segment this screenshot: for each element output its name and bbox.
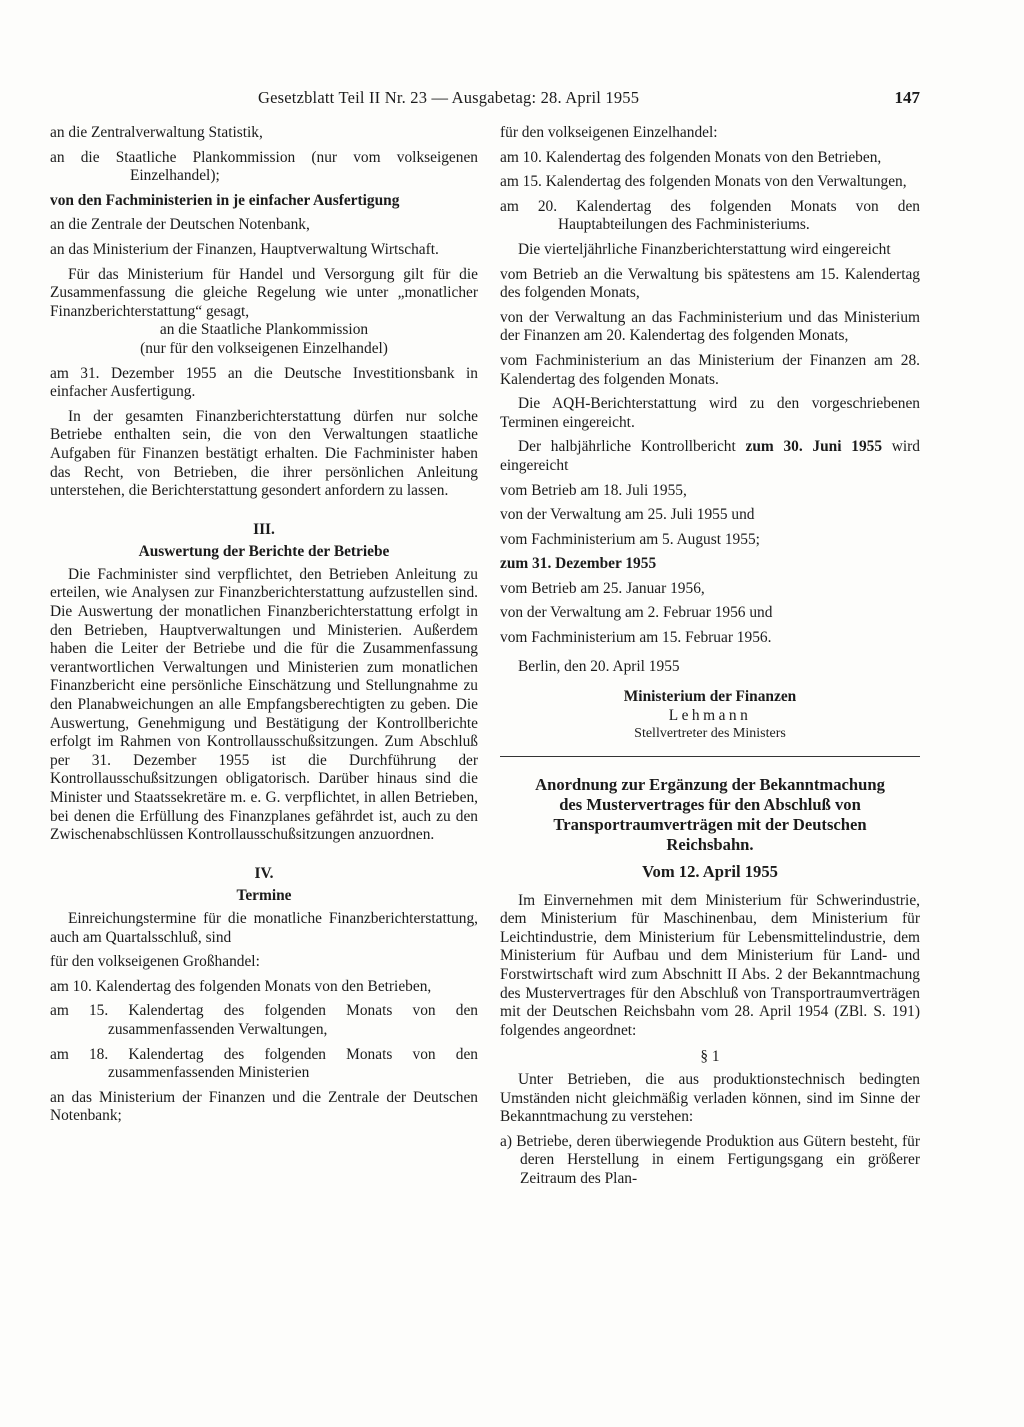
grosshandel-label: für den volkseigenen Großhandel: bbox=[50, 953, 260, 971]
header-title: Gesetzblatt Teil II Nr. 23 — Ausgabetag: 28. April 1955 bbox=[258, 88, 640, 107]
aqh-paragraph: Die AQH-Berichterstattung wird zu den vorgeschriebenen Terminen eingereicht. bbox=[500, 395, 920, 431]
halbjahr-intro-a: Der halbjährliche Kontrollbericht bbox=[518, 438, 746, 456]
ordinance-title: Anordnung zur Ergänzung der Bekanntmachung des Mustervertrages für den Abschluß von Transportraumverträgen mit der Deutschen Reichsbahn. bbox=[535, 775, 885, 855]
list-item: von der Verwaltung am 2. Februar 1956 und bbox=[500, 604, 773, 622]
investition-paragraph: am 31. Dezember 1955 an die Deutsche Investitionsbank in einfacher Ausfertigung. bbox=[50, 364, 478, 401]
signatory-title: Stellvertreter des Ministers bbox=[634, 726, 786, 742]
section-title: Termine bbox=[236, 887, 292, 905]
list-item: vom Betrieb an die Verwaltung bis spätestens am 15. Kalendertag des folgenden Monats, bbox=[500, 265, 920, 302]
list-item: a) Betriebe, deren überwiegende Produktion aus Gütern besteht, für deren Herstellung in einem Fertigungsgang ein größerer Zeitraum des Plan- bbox=[500, 1132, 920, 1187]
handel-paragraph: Für das Ministerium für Handel und Versorgung gilt für die Zusammenfassung die gleiche Regelung wie unter „monatlicher Finanzberichterstattung“ gesagt, bbox=[50, 265, 478, 320]
list-item: von der Verwaltung an das Fachministerium und das Ministerium der Finanzen am 20. Kalendertag des folgenden Monats, bbox=[500, 308, 920, 345]
list-item: am 10. Kalendertag des folgenden Monats von den Betrieben, bbox=[500, 148, 882, 166]
list-item: am 20. Kalendertag des folgenden Monats von den Hauptabteilungen des Fachministeriums. bbox=[500, 197, 920, 234]
notenbank-line: an das Ministerium der Finanzen und die Zentrale der Deutschen Notenbank; bbox=[50, 1088, 478, 1125]
list-item: vom Betrieb am 25. Januar 1956, bbox=[500, 579, 705, 597]
section-number: IV. bbox=[254, 864, 274, 882]
list-item: vom Fachministerium am 5. August 1955; bbox=[500, 530, 760, 548]
section-text: Die Fachminister sind verpflichtet, den Betrieben Anleitung zu erteilen, wie Analysen zur Finanzberichterstattung aufzustellen sind. Die Auswertung der monatlichen Finanzberichterstattung erfolgt in den Betrieben, Hauptverwaltungen und Ministerien. Außerdem haben die Leiter der Betriebe und die für die Zusammenfassung verantwortlichen Verwaltungen und Ministerien zum monatlichen Finanzbericht eine persönliche Einschätzung und Stellungnahme zu den Planabweichungen an alle Empfangsberechtigten zu geben. Die Auswertung, Genehmigung und Bestätigung der Kontrollberichte erfolgt im Rahmen von Kontrollausschußsitzungen. Zum Abschluß per 31. Dezember 1955 ist die Durchführung der Kontrollausschußsitzungen obligatorisch. Darüber hinaus sind die Minister und Staatssekretäre m. e. G. verpflichtet, in allen Betrieben, bei denen die Erfüllung des Finanzplanes gefährdet ist, auch zu den Zwischenabschlüssen Kontrollausschußsitzungen anzuordnen. bbox=[50, 565, 478, 844]
page-header bbox=[258, 88, 920, 112]
list-item: am 18. Kalendertag des folgenden Monats von den zusammenfassenden Ministerien bbox=[50, 1045, 478, 1082]
paragraph-sign: § 1 bbox=[700, 1048, 720, 1066]
signatory-name: Lehmann bbox=[668, 706, 752, 724]
list-item: an die Staatliche Plankommission (nur vom volkseigenen Einzelhandel); bbox=[50, 148, 478, 185]
list-item: von der Verwaltung am 25. Juli 1955 und bbox=[500, 506, 755, 524]
page-number: 147 bbox=[894, 88, 920, 107]
section-title: Auswertung der Berichte der Betriebe bbox=[138, 543, 390, 561]
left-column bbox=[50, 124, 478, 1132]
einzelhandel-label: für den volkseigenen Einzelhandel: bbox=[500, 124, 718, 141]
section-divider bbox=[500, 756, 920, 757]
gesamt-paragraph: In der gesamten Finanzberichterstattung dürfen nur solche Betriebe enthalten sein, die von den Verwaltungen staatliche Aufgaben für Finanzen bestätigt erhalten. Die Fachminister haben das Recht, von Betrieben, die ihrer persönlichen Anleitung unterstehen, die Berichterstattung gesondert anfordern zu lassen. bbox=[50, 407, 478, 500]
handel-line: an die Staatliche Plankommission bbox=[159, 321, 369, 339]
right-column bbox=[500, 124, 920, 1195]
list-item: vom Fachministerium am 15. Februar 1956. bbox=[500, 629, 772, 647]
list-item: am 15. Kalendertag des folgenden Monats von den zusammenfassenden Verwaltungen, bbox=[50, 1002, 478, 1038]
dezember-label: zum 31. Dezember 1955 bbox=[500, 555, 657, 573]
place-date: Berlin, den 20. April 1955 bbox=[518, 657, 680, 675]
list-item: an die Zentrale der Deutschen Notenbank, bbox=[50, 216, 310, 234]
termine-intro: Einreichungstermine für die monatliche Finanzberichterstattung, auch am Quartalsschluß, sind bbox=[50, 909, 478, 946]
list-item: vom Betrieb am 18. Juli 1955, bbox=[500, 481, 687, 499]
handel-line: (nur für den volkseigenen Einzelhandel) bbox=[140, 339, 388, 357]
list-item: an das Ministerium der Finanzen, Hauptverwaltung Wirtschaft. bbox=[50, 240, 439, 258]
list-item: an die Zentralverwaltung Statistik, bbox=[50, 124, 263, 141]
ministry-name: Ministerium der Finanzen bbox=[623, 688, 797, 706]
list-item: am 15. Kalendertag des folgenden Monats von den Verwaltungen, bbox=[500, 173, 907, 191]
list-item: am 10. Kalendertag des folgenden Monats von den Betrieben, bbox=[50, 977, 432, 995]
halbjahr-intro-b: wird eingereicht bbox=[500, 438, 920, 474]
quartal-intro: Die vierteljährliche Finanzberichterstattung wird eingereicht bbox=[518, 240, 891, 258]
halbjahr-intro-date: zum 30. Juni 1955 bbox=[745, 438, 883, 456]
ordinance-intro: Im Einvernehmen mit dem Ministerium für Schwerindustrie, dem Ministerium für Maschinenbau, dem Ministerium für Leichtindustrie, dem Ministerium für Lebensmittelindustrie, dem Ministerium für Aufbau und dem Ministerium für Land- und Forstwirtschaft wird zum Abschnitt II Abs. 2 der Bekanntmachung des Mustervertrages für den Abschluß von Transportraumverträgen mit der Deutschen Reichsbahn vom 28. April 1954 (ZBl. S. 191) folgendes angeordnet: bbox=[500, 891, 920, 1039]
list-item: vom Fachministerium an das Ministerium der Finanzen am 28. Kalendertag des folgenden Monats. bbox=[500, 351, 920, 388]
paragraph-text: Unter Betrieben, die aus produktionstechnisch bedingten Umständen nicht gleichmäßig verladen können, sind im Sinne der Bekanntmachung zu verstehen: bbox=[500, 1070, 920, 1126]
halbjahr-intro bbox=[500, 438, 920, 475]
list-item: von den Fachministerien in je einfacher Ausfertigung bbox=[50, 191, 400, 209]
ordinance-date: Vom 12. April 1955 bbox=[642, 862, 778, 882]
section-number: III. bbox=[253, 520, 275, 538]
